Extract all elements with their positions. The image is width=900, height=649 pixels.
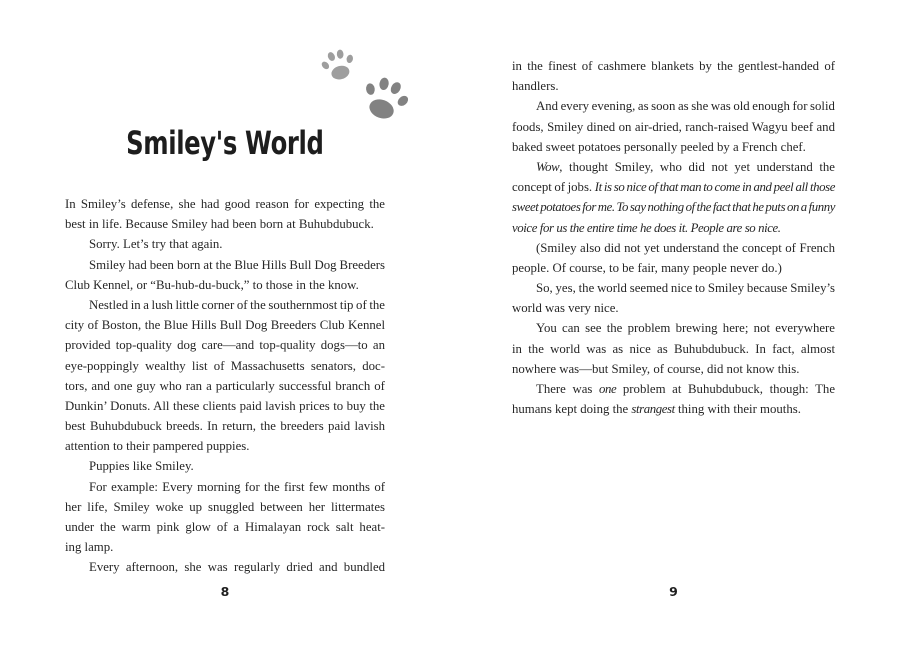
text-line: humans kept doing the strangest thing with their mouths. (512, 402, 801, 417)
chapter-title-text: Smiley's World (126, 124, 324, 162)
text-line: You can see the problem brewing here; not everywhere (536, 321, 835, 336)
text-line: In Smiley’s defense, she had good reason for expecting the (65, 197, 385, 211)
right-page-body (512, 56, 835, 419)
text-line: handlers. (512, 79, 559, 94)
right-page (512, 0, 835, 649)
chapter-title (65, 122, 385, 164)
text-line: her life, Smiley woke up snuggled between her littermates (65, 499, 385, 514)
text-line: Club Kennel, or “Bu-hub-du-buck,” to those in the know. (65, 277, 359, 292)
text-line: attention to their pampered puppies. (65, 439, 250, 454)
text-line: under the warm pink glow of a Himalayan rock salt heat- (65, 520, 386, 534)
left-page (65, 0, 385, 649)
page-number-left: 8 (220, 584, 230, 599)
text-line: voice for us the entire time he does it. People are so nice. (512, 220, 781, 235)
text-line: There was one problem at Buhubdubuck, though: The (536, 382, 836, 396)
text-line: world was very nice. (512, 301, 619, 316)
text-line: Every afternoon, she was regularly dried and bundled (89, 560, 386, 575)
text-line: in the finest of cashmere blankets by the gentlest-handed of (512, 59, 835, 73)
text-line: Nestled in a lush little corner of the southernmost tip of the (89, 297, 385, 312)
text-line: For example: Every morning for the first few months of (89, 479, 385, 494)
text-line: So, yes, the world seemed nice to Smiley because Smiley’s (536, 281, 836, 296)
text-line: foods, Smiley dined on air-dried, ranch-raised Wagyu beef and (512, 119, 835, 134)
page-number-right: 9 (669, 584, 678, 599)
text-line: provided top-quality dog care—and top-quality dogs—to an (65, 338, 386, 353)
left-page-body (65, 194, 385, 578)
text-line: nowhere was—but Smiley, of course, did not know this. (512, 361, 800, 376)
text-line: Dunkin’ Donuts. All these clients paid lavish prices to buy the (65, 398, 385, 413)
text-line: best in life. Because Smiley had been born at Buhubdubuck. (65, 217, 374, 232)
text-line: people. Of course, to be fair, many people never do.) (512, 260, 782, 275)
text-line: in the world was as nice as Buhubdubuck. In fact, almost (512, 341, 836, 356)
text-line: sweet potatoes for me. To say nothing of the fact that he puts on a funny (512, 200, 836, 215)
text-line: Wow, thought Smiley, who did not yet understand the (536, 159, 835, 174)
text-line: And every evening, as soon as she was old enough for solid (536, 99, 835, 114)
text-line: eye-poppingly wealthy list of Massachusetts senators, doc- (65, 358, 385, 373)
text-line: city of Boston, the Blue Hills Bull Dog Breeders Club Kennel (65, 318, 385, 333)
text-line: concept of jobs. It is so nice of that man to come in and peel all those (512, 180, 835, 195)
text-line: best Buhubdubuck breeds. In return, the breeders paid lavish (65, 419, 386, 434)
text-line: tors, and one guy who ran a particularly successful branch of (65, 378, 385, 393)
text-line: baked sweet potatoes personally peeled by a French chef. (512, 139, 806, 154)
text-line: ing lamp. (65, 540, 114, 555)
text-line: Sorry. Let’s try that again. (89, 237, 223, 252)
text-line: Puppies like Smiley. (89, 459, 194, 474)
text-line: (Smiley also did not yet understand the concept of French (536, 240, 836, 255)
text-line: Smiley had been born at the Blue Hills Bull Dog Breeders (89, 257, 386, 272)
